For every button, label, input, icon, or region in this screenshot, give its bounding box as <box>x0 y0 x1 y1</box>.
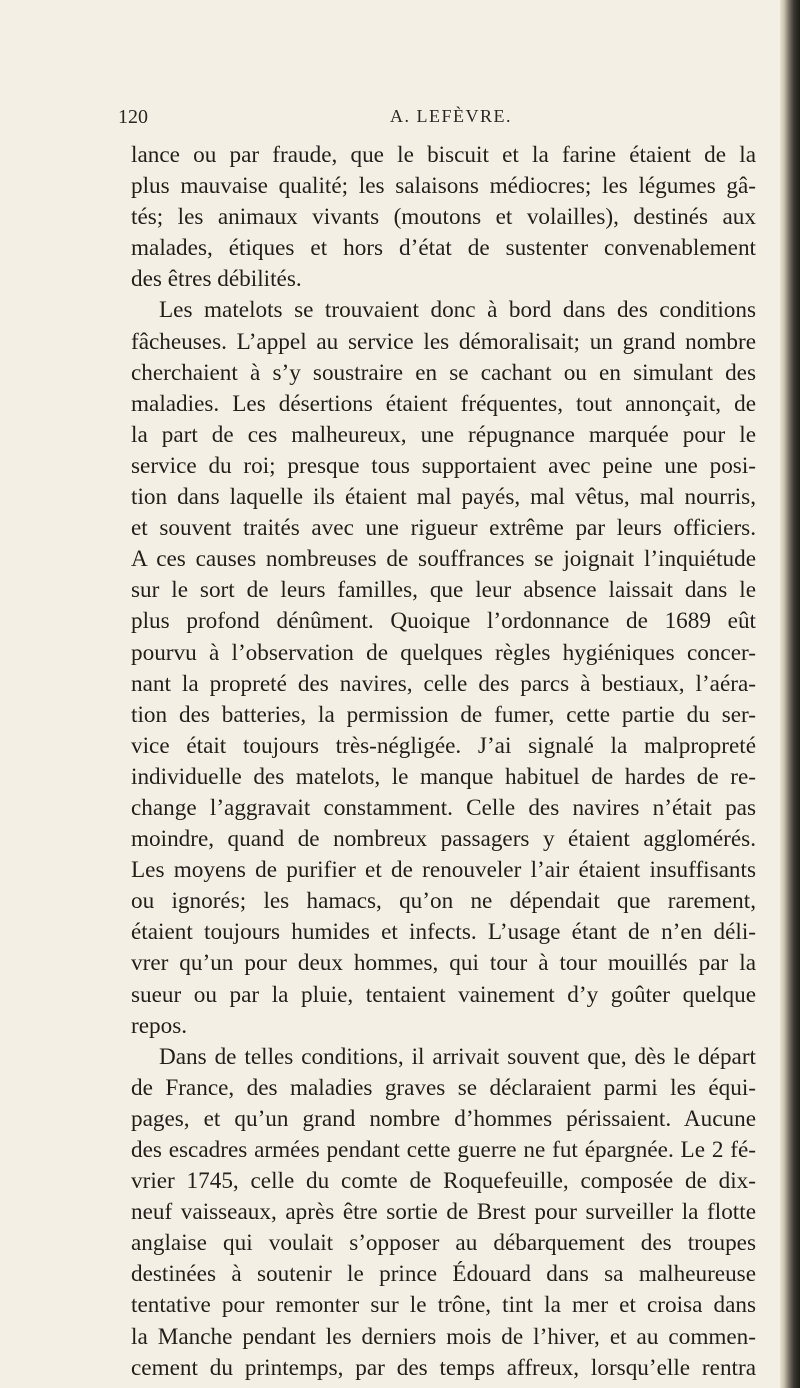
text-line: destinées à soutenir le prince Édouard dans sa malheureuse <box>131 1261 756 1288</box>
text-line: service du roi; presque tous supportaient avec peine une posi- <box>131 452 756 479</box>
page-header <box>0 104 780 134</box>
text-line: individuelle des matelots, le manque habituel de hardes de re- <box>131 763 756 790</box>
text-line: plus profond dénûment. Quoique l’ordonnance de 1689 eût <box>131 608 756 635</box>
body-text <box>131 140 756 1384</box>
text-line: étaient toujours humides et infects. L’usage étant de n’en déli- <box>131 919 756 946</box>
text-line: lance ou par fraude, que le biscuit et la farine étaient de la <box>131 142 756 168</box>
text-line: tentative pour remonter sur le trône, tint la mer et croisa dans <box>131 1292 756 1319</box>
text-line: sueur ou par la pluie, tentaient vainement d’y goûter quelque <box>131 981 756 1008</box>
text-line: et souvent traités avec une rigueur extrême par leurs officiers. <box>131 515 756 542</box>
book-spine-shadow <box>780 0 800 1388</box>
text-line: change l’aggravait constamment. Celle des navires n’était pas <box>131 794 756 821</box>
text-line: maladies. Les désertions étaient fréquentes, tout annonçait, de <box>131 390 756 417</box>
text-line: tés; les animaux vivants (moutons et volailles), destinés aux <box>131 204 756 231</box>
paragraph-start-line: Dans de telles conditions, il arrivait souvent que, dès le départ <box>159 1043 756 1070</box>
paragraph-start-line: Les matelots se trouvaient donc à bord dans des conditions <box>159 297 756 324</box>
text-line: moindre, quand de nombreux passagers y étaient agglomérés. <box>131 826 756 853</box>
text-line: cement du printemps, par des temps affreux, lorsqu’elle rentra <box>131 1354 756 1381</box>
text-line: des escadres armées pendant cette guerre ne fut épargnée. Le 2 fé- <box>131 1137 756 1163</box>
text-line: malades, étiques et hors d’état de sustenter convenablement <box>131 235 756 262</box>
text-line: A ces causes nombreuses de souffrances se joignait l’inquiétude <box>131 546 756 573</box>
text-line: pages, et qu’un grand nombre d’hommes périssaient. Aucune <box>131 1105 756 1132</box>
text-line: nant la propreté des navires, celle des parcs à bestiaux, l’aéra- <box>131 670 756 697</box>
text-line: ou ignorés; les hamacs, qu’on ne dépendait que rarement, <box>131 888 756 915</box>
text-line: fâcheuses. L’appel au service les démoralisait; un grand nombre <box>131 328 756 355</box>
text-line: vrier 1745, celle du comte de Roquefeuille, composée de dix- <box>131 1168 756 1195</box>
page-number: 120 <box>118 106 148 128</box>
text-line: plus mauvaise qualité; les salaisons médiocres; les légumes gâ- <box>131 173 756 200</box>
running-head: A. LEFÈVRE. <box>390 106 512 126</box>
text-line: tion des batteries, la permission de fumer, cette partie du ser- <box>131 701 756 728</box>
text-line: sur le sort de leurs familles, que leur absence laissait dans le <box>131 577 756 604</box>
text-line: vice était toujours très-négligée. J’ai signalé la malpropreté <box>131 732 756 759</box>
text-line: tion dans laquelle ils étaient mal payés, mal vêtus, mal nourris, <box>131 484 756 511</box>
text-line: pourvu à l’observation de quelques règles hygiéniques concer- <box>131 639 756 666</box>
text-line: la Manche pendant les derniers mois de l’hiver, et au commen- <box>131 1323 756 1350</box>
text-line: vrer qu’un pour deux hommes, qui tour à tour mouillés par la <box>131 950 756 977</box>
text-line: neuf vaisseaux, après être sortie de Brest pour surveiller la flotte <box>131 1199 756 1226</box>
text-line: repos. <box>131 1012 188 1039</box>
text-line: anglaise qui voulait s’opposer au débarquement des troupes <box>131 1230 756 1257</box>
text-line: Les moyens de purifier et de renouveler l’air étaient insuffisants <box>131 857 756 884</box>
text-line: de France, des maladies graves se déclaraient parmi les équi- <box>131 1074 756 1101</box>
text-line: cherchaient à s’y soustraire en se cachant ou en simulant des <box>131 359 756 386</box>
text-line: des êtres débilités. <box>131 266 302 293</box>
text-line: la part de ces malheureux, une répugnance marquée pour le <box>131 421 756 448</box>
